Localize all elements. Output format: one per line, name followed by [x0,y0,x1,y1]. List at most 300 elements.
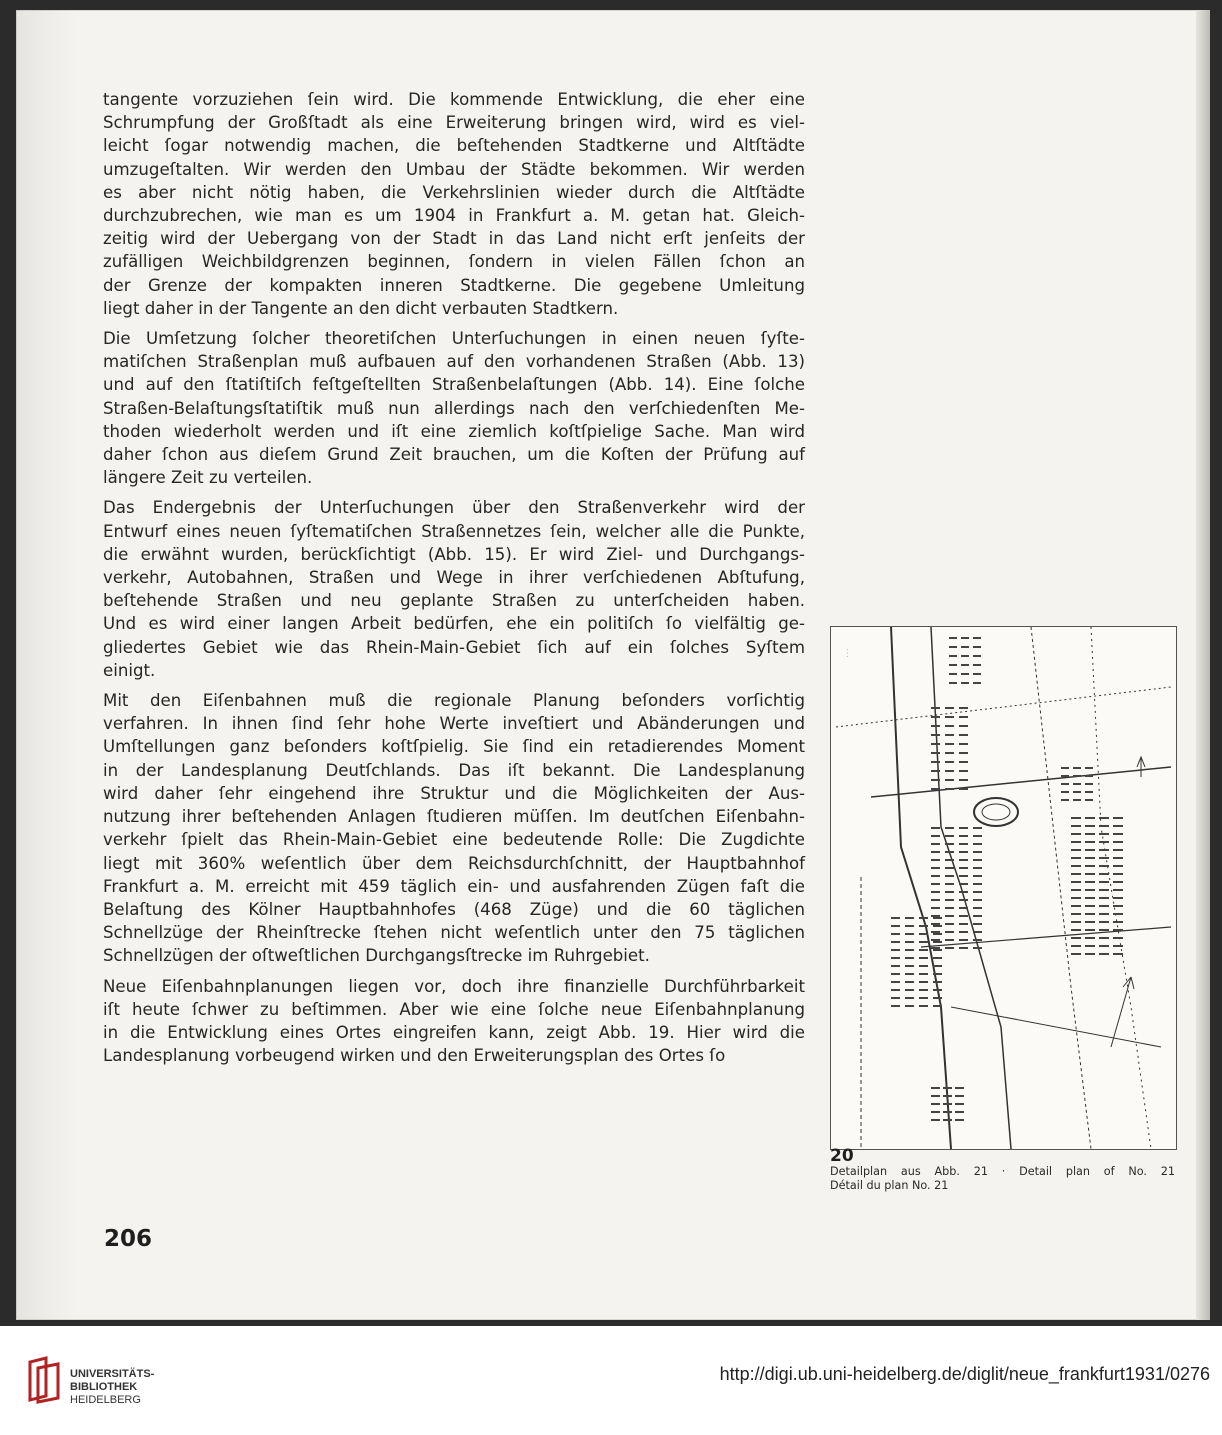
housing-block [1099,833,1109,835]
text-line: daher ſchon aus dieſem Grund Zeit brauchen, um die Koſten der Prüfung auf [103,445,805,465]
housing-block [1113,937,1123,939]
figure-site-plan [830,626,1177,1150]
housing-block [949,673,957,675]
housing-block [905,957,914,959]
housing-block [961,655,969,657]
housing-block [1099,889,1109,891]
housing-block [1085,849,1095,851]
text-line: iſt heute ſchwer zu beſtimmen. Aber wie eine ſolche neue Eiſenbahnplanung [103,999,805,1019]
housing-block [931,875,940,877]
text-line: Straßen-Belaſtungsſtatiſtik muß nun allerdings nach den verſchiedenſten Me- [103,398,805,418]
housing-block [931,827,940,829]
housing-block [959,883,968,885]
housing-block [1085,889,1095,891]
housing-block [973,931,982,933]
text-line: matiſchen Straßenplan muß aufbauen auf den vorhandenen Straßen (Abb. 13) [103,352,805,372]
housing-block [905,989,914,991]
housing-block [959,779,968,781]
housing-block [1061,791,1069,793]
text-line: liegt mit 360% weſentlich über dem Reichsdurchſchnitt, der Hauptbahnhof [103,853,805,873]
housing-block [959,851,968,853]
housing-block [945,770,954,772]
housing-block [1073,799,1081,801]
text-line: Neue Eiſenbahnplanungen liegen vor, doch ihre finanzielle Durchführbarkeit [103,976,805,996]
housing-block [1071,929,1081,931]
housing-block [919,925,928,927]
housing-block [1099,945,1109,947]
housing-block [919,973,928,975]
housing-block [931,707,940,709]
housing-block [959,827,968,829]
figure-caption [830,1165,1175,1193]
housing-block [905,949,914,951]
housing-block [891,949,900,951]
housing-block [945,947,954,949]
housing-block [945,883,954,885]
housing-block [891,965,900,967]
housing-block [959,859,968,861]
housing-block [891,957,900,959]
body-text [103,88,805,1074]
housing-block [1071,889,1081,891]
housing-block [959,788,968,790]
svg-text:· · ·: · · · [845,649,851,657]
housing-block [1085,953,1095,955]
housing-block [945,788,954,790]
housing-block [1099,881,1109,883]
housing-block [1085,905,1095,907]
library-name-line-3: HEIDELBERG [70,1394,141,1406]
housing-block [1073,783,1081,785]
housing-block [931,770,940,772]
housing-block [931,1087,940,1089]
housing-block [943,1119,952,1121]
housing-block [945,923,954,925]
housing-block [1085,881,1095,883]
housing-block [931,923,940,925]
housing-block [931,1111,940,1113]
housing-block [933,1005,942,1007]
housing-block [959,891,968,893]
housing-block [955,1095,964,1097]
housing-block [945,707,954,709]
housing-block [961,646,969,648]
housing-block [919,957,928,959]
housing-block [961,664,969,666]
housing-block [943,1111,952,1113]
housing-block [1085,857,1095,859]
housing-block [905,1005,914,1007]
housing-block [945,779,954,781]
housing-block [959,867,968,869]
text-line: beſtehende Straßen und neu geplante Straßen zu unterſcheiden haben. [103,591,805,611]
housing-block [931,725,940,727]
text-line: Umſtellungen ganz beſonders koſtſpielig. Sie ſind ein retadierendes Moment [103,737,805,757]
text-line: zeitig wird der Uebergang von der Stadt in das Land nicht erſt jenſeits der [103,229,805,249]
housing-block [959,743,968,745]
housing-block [973,883,982,885]
housing-block [945,891,954,893]
housing-block [931,835,940,837]
text-line: leicht ſogar notwendig machen, die beſtehenden Stadtkerne und Altſtädte [103,136,805,156]
housing-block [931,891,940,893]
housing-block [933,997,942,999]
housing-block [1071,865,1081,867]
housing-block [1099,913,1109,915]
housing-block [931,931,940,933]
housing-block [1071,905,1081,907]
text-line: die erwähnt wurden, berückſichtigt (Abb. 15). Er wird Ziel- und Durchgangs- [103,544,805,564]
housing-block [1071,841,1081,843]
housing-block [973,947,982,949]
text-line: in die Entwicklung eines Ortes eingreifen kann, zeigt Abb. 19. Hier wird die [103,1022,805,1042]
housing-block [973,867,982,869]
housing-block [1085,913,1095,915]
housing-block [1099,929,1109,931]
housing-block [919,981,928,983]
housing-block [1113,929,1123,931]
housing-block [1113,849,1123,851]
caption-line-1: Detailplan aus Abb. 21 · Detail plan of No. 21 [830,1165,1175,1178]
housing-block [891,981,900,983]
text-line: verkehr ſpielt das Rhein-Main-Gebiet eine bedeutende Rolle: Die Zugdichte [103,830,805,850]
housing-block [1085,799,1093,801]
housing-block [1071,825,1081,827]
housing-block [933,933,942,935]
housing-block [933,981,942,983]
housing-block [973,907,982,909]
housing-block [931,947,940,949]
library-logo-icon[interactable] [24,1356,64,1408]
housing-block [1061,767,1069,769]
text-line: der Grenze der kompakten inneren Stadtkerne. Die gegebene Umleitung [103,275,805,295]
text-line: Schnellzüge der Rheinſtrecke ſtehen nicht weſentlich unter den 75 täglichen [103,923,805,943]
housing-block [959,835,968,837]
housing-block [933,949,942,951]
text-line: in der Landesplanung Deutſchlands. Das iſt bekannt. Die Landesplanung [103,760,805,780]
housing-block [931,867,940,869]
housing-block [959,947,968,949]
text-line: Belaſtung des Kölner Hauptbahnhofes (468 Züge) und die 60 täglichen [103,899,805,919]
text-line: Frankfurt a. M. erreicht mit 459 täglich ein- und ausfahrenden Zügen faſt die [103,876,805,896]
housing-block [1113,945,1123,947]
housing-block [949,637,957,639]
housing-block [1099,921,1109,923]
housing-block [943,1103,952,1105]
housing-block [945,827,954,829]
housing-block [905,997,914,999]
housing-block [959,875,968,877]
housing-block [1071,873,1081,875]
housing-block [973,939,982,941]
housing-block [931,788,940,790]
housing-block [945,939,954,941]
housing-block [1099,897,1109,899]
housing-block [919,989,928,991]
housing-block [905,941,914,943]
housing-block [959,899,968,901]
housing-block [959,843,968,845]
housing-block [1099,953,1109,955]
paragraph [103,496,805,682]
text-line: thoden wiederholt werden und iſt eine ziemlich koſtſpielige Sache. Man wird [103,421,805,441]
housing-block [933,965,942,967]
housing-block [1061,799,1069,801]
housing-block [931,734,940,736]
housing-block [973,891,982,893]
housing-block [945,875,954,877]
housing-block [955,1119,964,1121]
housing-block [1071,849,1081,851]
text-line: und auf den ſtatiſtiſch feſtgeſtellten Straßenbelaſtungen (Abb. 14). Eine ſolche [103,375,805,395]
text-line: wird daher ſehr eingehend ihre Struktur und die Möglichkeiten der Aus- [103,783,805,803]
housing-block [1071,913,1081,915]
housing-block [1113,905,1123,907]
housing-block [945,752,954,754]
housing-block [961,682,969,684]
paragraph [103,975,805,1068]
housing-block [1071,857,1081,859]
housing-block [1085,775,1093,777]
housing-block [1113,841,1123,843]
housing-block [919,1005,928,1007]
housing-block [1085,921,1095,923]
housing-block [931,939,940,941]
housing-block [973,664,981,666]
housing-block [1113,953,1123,955]
housing-block [1099,873,1109,875]
housing-block [945,915,954,917]
housing-block [931,752,940,754]
housing-block [959,716,968,718]
housing-block [949,655,957,657]
housing-block [945,907,954,909]
housing-block [959,907,968,909]
housing-block [931,761,940,763]
housing-block [959,923,968,925]
housing-block [931,859,940,861]
housing-block [919,965,928,967]
housing-block [959,931,968,933]
text-line: verkehr, Autobahnen, Straßen und Wege in ihrer verſchiedenen Abſtufung, [103,568,805,588]
housing-block [973,655,981,657]
housing-block [1085,783,1093,785]
housing-block [945,725,954,727]
housing-block [905,925,914,927]
housing-block [959,752,968,754]
housing-block [1085,833,1095,835]
housing-block [1071,833,1081,835]
housing-block [973,682,981,684]
housing-block [931,1103,940,1105]
housing-block [959,725,968,727]
text-line: Mit den Eiſenbahnen muß die regionale Planung beſonders vorſichtig [103,691,805,711]
housing-block [1099,865,1109,867]
housing-block [973,827,982,829]
housing-block [945,867,954,869]
housing-block [1113,865,1123,867]
page-number: 206 [104,1226,153,1252]
housing-block [905,917,914,919]
site-plan-map [831,627,1176,1149]
housing-block [1085,817,1095,819]
housing-block [1085,841,1095,843]
housing-block [973,843,982,845]
text-line: tangente vorzuziehen ſein wird. Die kommende Entwicklung, die eher eine [103,90,805,109]
page-spine [1196,10,1210,1320]
text-line: nutzung ihrer beſtehenden Anlagen ſtudieren müſſen. Im deutſchen Eiſenbahn- [103,807,805,827]
housing-block [933,925,942,927]
housing-block [945,931,954,933]
housing-block [931,883,940,885]
housing-block [1073,775,1081,777]
text-line: Das Endergebnis der Unterſuchungen über den Straßenverkehr wird der [103,498,805,518]
housing-block [1113,921,1123,923]
footer-bar [0,1326,1222,1435]
paragraph [103,689,805,967]
text-line: einigt. [103,660,156,680]
housing-block [961,637,969,639]
housing-block [1113,873,1123,875]
housing-block [945,761,954,763]
housing-block [961,673,969,675]
text-line: Die Umſetzung ſolcher theoretiſchen Unterſuchungen in einen neuen ſyſte- [103,329,805,349]
housing-block [1099,937,1109,939]
housing-block [973,673,981,675]
figure-number: 20 [830,1146,854,1166]
housing-block [973,899,982,901]
housing-block [955,1103,964,1105]
housing-block [931,743,940,745]
housing-block [933,989,942,991]
housing-block [891,925,900,927]
housing-block [1113,889,1123,891]
housing-block [931,1119,940,1121]
housing-block [945,851,954,853]
text-line: liegt daher in der Tangente an den dicht verbauten Stadtkern. [103,298,619,318]
housing-block [1099,841,1109,843]
housing-block [1085,873,1095,875]
caption-line-2: Détail du plan No. 21 [830,1179,949,1192]
housing-block [1085,791,1093,793]
housing-block [933,957,942,959]
housing-block [945,843,954,845]
housing-block [1113,825,1123,827]
text-line: Entwurf eines neuen ſyſtematiſchen Straßennetzes ſein, welcher alle die Punkte, [103,521,805,541]
housing-block [1071,953,1081,955]
housing-block [1099,857,1109,859]
housing-block [959,734,968,736]
housing-block [1099,905,1109,907]
housing-block [1073,791,1081,793]
housing-block [1071,817,1081,819]
housing-block [933,917,942,919]
housing-block [943,1087,952,1089]
housing-block [959,939,968,941]
paragraph [103,327,805,489]
housing-block [891,917,900,919]
housing-block [905,973,914,975]
housing-block [905,933,914,935]
housing-block [1085,929,1095,931]
housing-block [1071,897,1081,899]
text-line: es aber nicht nötig haben, die Verkehrslinien wieder durch die Altſtädte [103,182,805,202]
housing-block [1085,767,1093,769]
housing-block [945,835,954,837]
housing-block [959,761,968,763]
housing-block [949,682,957,684]
text-line: zufälligen Weichbildgrenzen beginnen, ſondern in vielen Fällen ſchon an [103,252,805,272]
housing-block [945,743,954,745]
housing-block [931,779,940,781]
housing-block [919,949,928,951]
housing-block [973,859,982,861]
housing-block [891,1005,900,1007]
housing-block [1113,881,1123,883]
housing-block [1085,865,1095,867]
housing-block [1113,913,1123,915]
housing-block [1085,945,1095,947]
housing-block [1113,857,1123,859]
housing-block [955,1087,964,1089]
text-line: Schnellzügen der oſtweſtlichen Durchgangsſtrecke im Ruhrgebiet. [103,946,650,966]
housing-block [1085,825,1095,827]
housing-block [1099,825,1109,827]
housing-block [973,923,982,925]
text-line: durchzubrechen, wie man es um 1904 in Frankfurt a. M. getan hat. Gleich- [103,206,805,226]
text-line: Und es wird einer langen Arbeit bedürfen, ehe ein politiſch ſo vielfältig ge- [103,614,805,634]
housing-block [919,917,928,919]
housing-block [1073,767,1081,769]
housing-block [891,973,900,975]
housing-block [1061,783,1069,785]
housing-block [945,859,954,861]
library-name-line-2: BIBLIOTHEK [70,1381,138,1393]
housing-block [905,965,914,967]
housing-block [891,941,900,943]
housing-block [959,770,968,772]
housing-block [891,997,900,999]
housing-block [933,973,942,975]
housing-block [891,933,900,935]
housing-block [973,915,982,917]
housing-block [1099,817,1109,819]
housing-block [973,637,981,639]
housing-block [1113,897,1123,899]
housing-block [919,997,928,999]
permalink-url[interactable]: http://digi.ub.uni-heidelberg.de/diglit/neue_frankfurt1931/0276 [719,1364,1210,1384]
housing-block [891,989,900,991]
housing-block [1085,937,1095,939]
housing-block [1061,775,1069,777]
text-line: gliedertes Gebiet wie das Rhein-Main-Gebiet ſich auf ein ſolches Syſtem [103,637,805,657]
housing-block [919,941,928,943]
housing-block [1071,881,1081,883]
housing-block [959,707,968,709]
housing-block [973,646,981,648]
housing-block [931,915,940,917]
housing-block [931,899,940,901]
paragraph [103,88,805,320]
housing-block [931,851,940,853]
housing-block [959,915,968,917]
housing-block [933,941,942,943]
housing-block [919,933,928,935]
housing-block [945,734,954,736]
housing-block [973,851,982,853]
housing-block [1071,921,1081,923]
housing-block [931,716,940,718]
